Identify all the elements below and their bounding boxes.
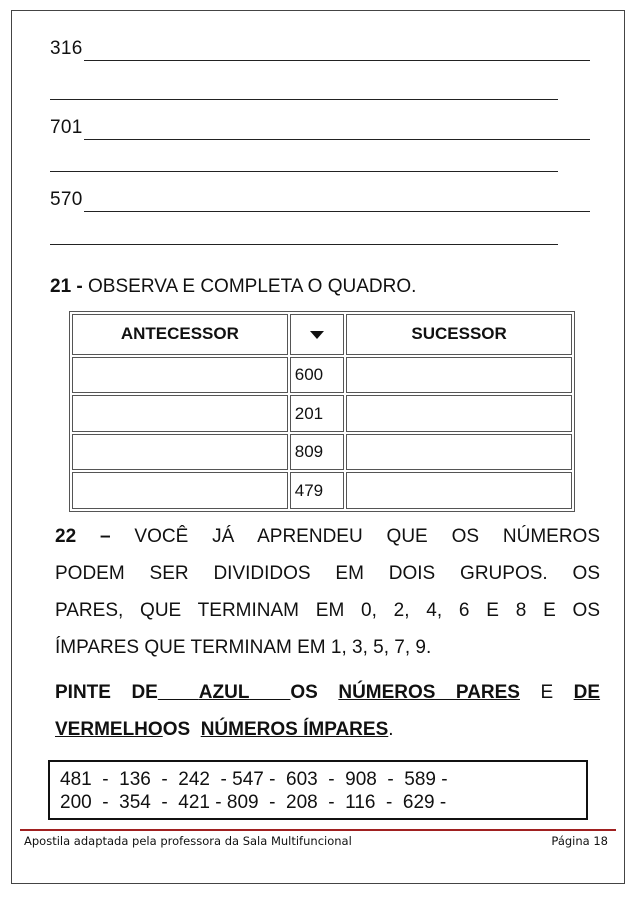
- instruction-word: .: [388, 719, 394, 740]
- answer-line: [50, 99, 558, 100]
- instruction-word: OS: [162, 719, 191, 740]
- answer-line: [50, 244, 558, 245]
- page-number: Página 18: [551, 834, 608, 848]
- number-701: 701: [50, 117, 83, 138]
- instruction-line: [55, 674, 600, 711]
- table-row: [72, 434, 572, 471]
- instruction-word: OS: [290, 682, 318, 703]
- header-sucessor: SUCESSOR: [346, 314, 572, 355]
- question-22: [55, 518, 600, 666]
- instruction-word: DE: [573, 682, 601, 703]
- instruction-word: NÚMEROS PARES: [338, 682, 520, 703]
- question-21-text: OBSERVA E COMPLETA O QUADRO.: [88, 276, 417, 297]
- question-21: [50, 276, 416, 298]
- numbers-box: [48, 760, 588, 820]
- question-22-line: PODEM SER DIVIDIDOS EM DOIS GRUPOS. OS: [55, 563, 600, 584]
- instruction-word: NÚMEROS ÍMPARES: [200, 719, 389, 740]
- number-cell: 479: [290, 472, 344, 509]
- instruction-word: PINTE: [55, 682, 111, 703]
- antecessor-cell[interactable]: [72, 357, 288, 394]
- instruction-line: [55, 711, 600, 748]
- number-cell: 600: [290, 357, 344, 394]
- footer-text: Apostila adaptada pela professora da Sala Multifuncional: [24, 834, 352, 848]
- antecessor-cell[interactable]: [72, 472, 288, 509]
- table-header-row: [72, 314, 572, 355]
- question-22-line: [55, 518, 600, 555]
- antecessor-cell[interactable]: [72, 434, 288, 471]
- number-316: 316: [50, 38, 83, 59]
- sucessor-cell[interactable]: [346, 472, 572, 509]
- arrow-down-icon: [310, 331, 324, 339]
- instruction-word: AZUL: [198, 682, 250, 703]
- answer-line: [84, 60, 590, 61]
- number-570: 570: [50, 189, 83, 210]
- footer-divider: [20, 829, 616, 831]
- instruction-word: VERMELHO: [55, 719, 163, 740]
- table-row: [72, 472, 572, 509]
- table-row: [72, 357, 572, 394]
- number-cell: 809: [290, 434, 344, 471]
- sucessor-cell[interactable]: [346, 357, 572, 394]
- instruction-word: E: [540, 682, 554, 703]
- numbers-row[interactable]: 200 - 354 - 421 - 809 - 208 - 116 - 629 -: [60, 792, 447, 813]
- question-22-line: PARES, QUE TERMINAM EM 0, 2, 4, 6 E 8 E OS: [55, 600, 600, 621]
- sucessor-cell[interactable]: [346, 434, 572, 471]
- header-arrow: [290, 314, 344, 355]
- antecessor-cell[interactable]: [72, 395, 288, 432]
- instruction-word: DE: [131, 682, 158, 703]
- numbers-row[interactable]: 481 - 136 - 242 - 547 - 603 - 908 - 589 -: [60, 769, 448, 790]
- question-21-number: 21 -: [50, 276, 83, 297]
- question-22-number: 22 –: [55, 526, 111, 547]
- answer-line: [84, 211, 590, 212]
- table-row: [72, 395, 572, 432]
- answer-line: [50, 171, 558, 172]
- header-antecessor: ANTECESSOR: [72, 314, 288, 355]
- question-22-line: ÍMPARES QUE TERMINAM EM 1, 3, 5, 7, 9.: [55, 637, 432, 658]
- question-22-text: VOCÊ JÁ APRENDEU QUE OS NÚMEROS: [134, 526, 600, 547]
- antecessor-sucessor-table: [69, 311, 575, 512]
- instruction: [55, 674, 600, 748]
- answer-line: [84, 139, 590, 140]
- number-cell: 201: [290, 395, 344, 432]
- sucessor-cell[interactable]: [346, 395, 572, 432]
